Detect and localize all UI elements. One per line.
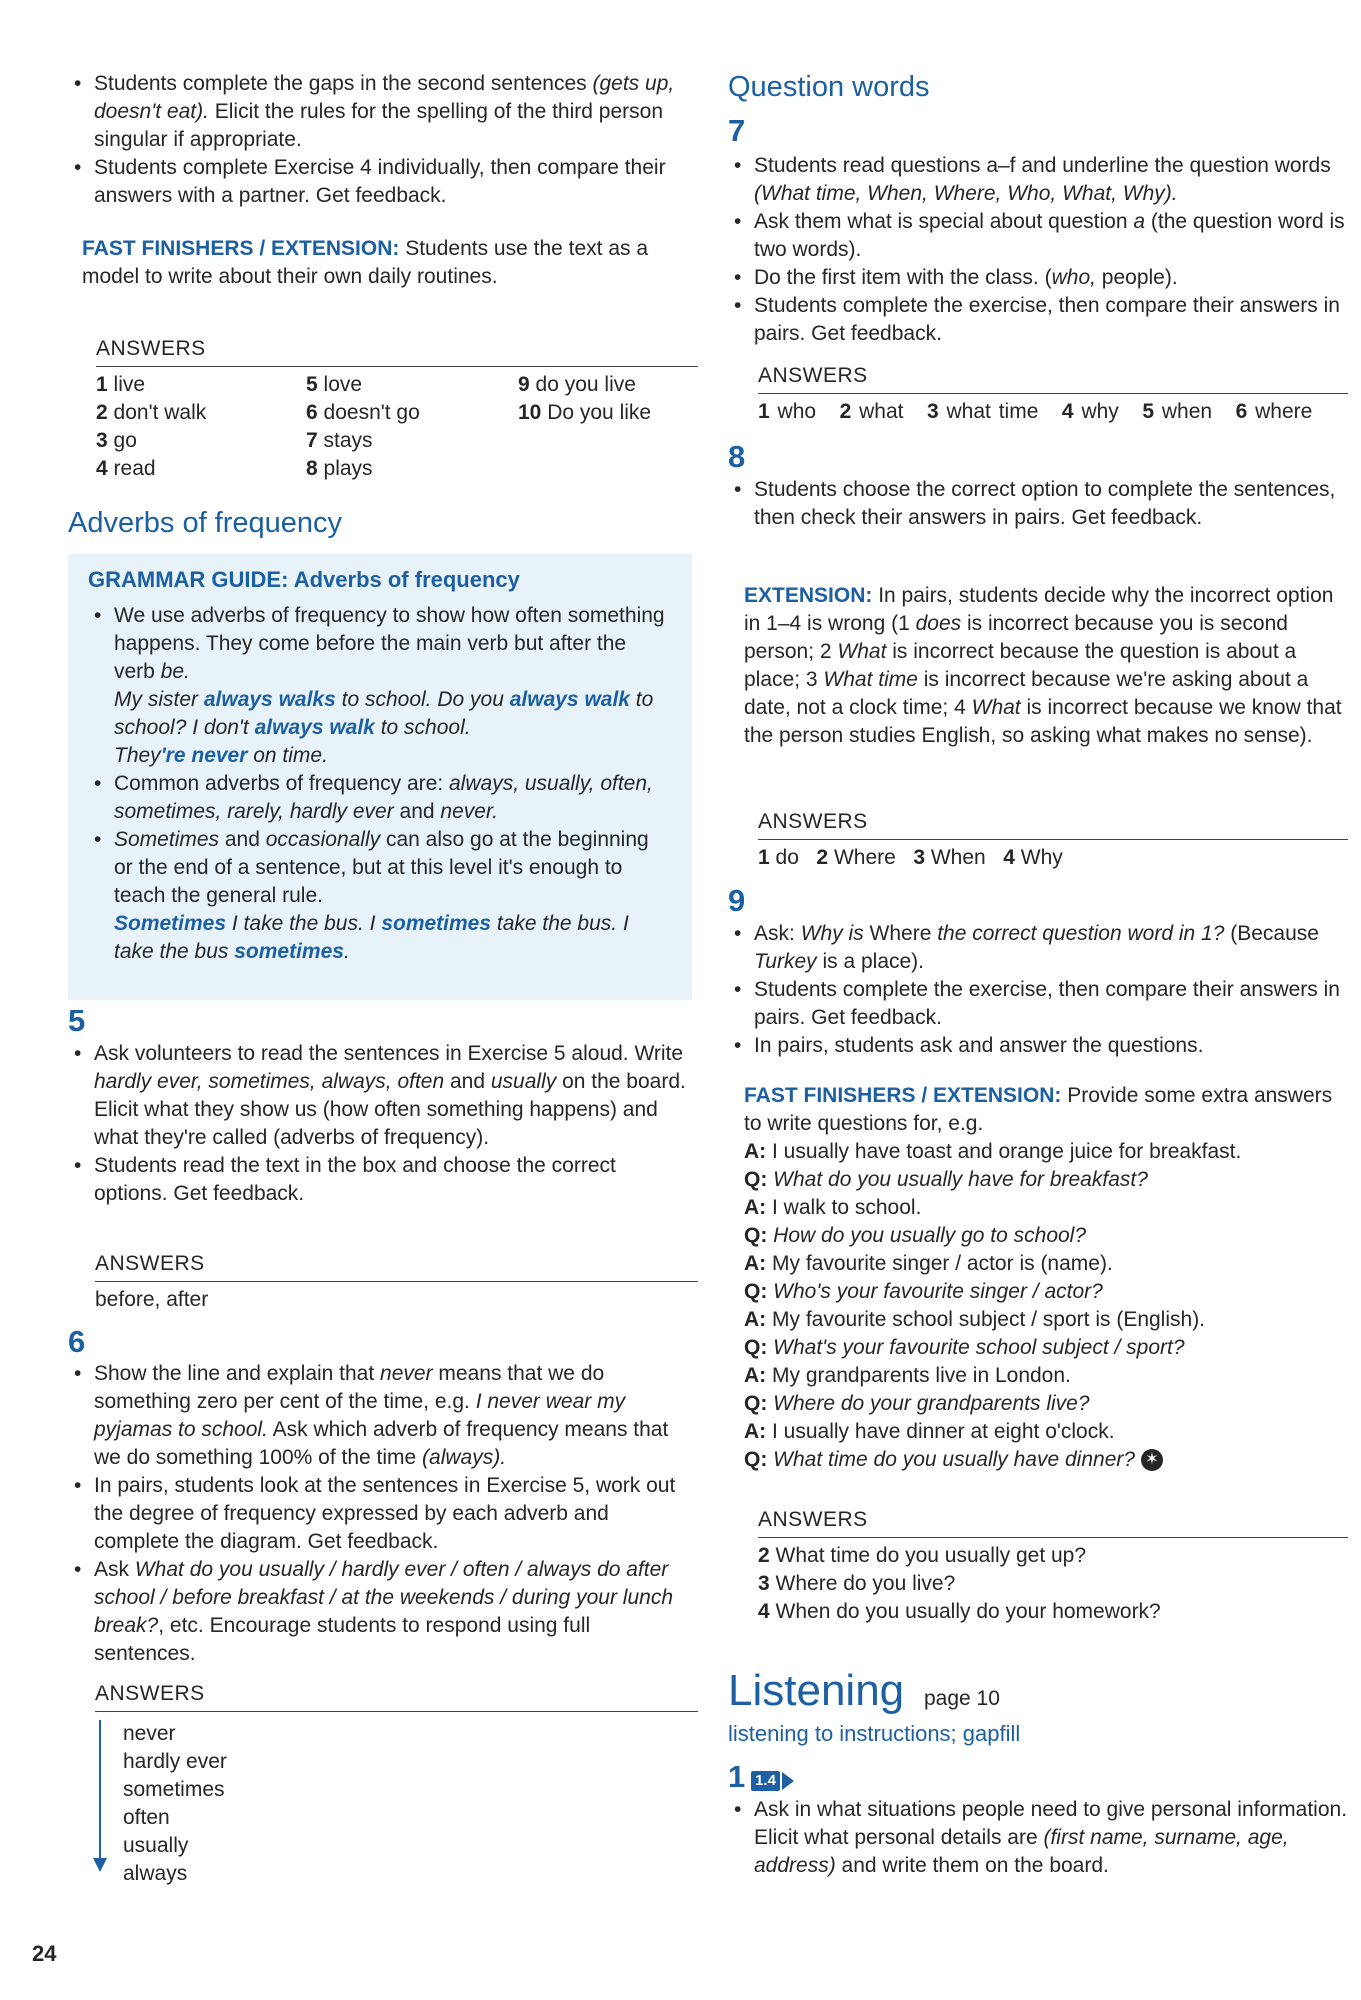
answer-line: 4 When do you usually do your homework?: [758, 1600, 1161, 1623]
answers-exercise-5: [95, 1250, 698, 1314]
exercise-number-5: 5: [68, 1003, 86, 1038]
list-item: • Students complete the exercise, then compare their answers in pairs. Get feedback.: [728, 292, 1348, 348]
section-title-question-words: Question words: [728, 71, 930, 103]
qa-line: A: My grandparents live in London.: [744, 1364, 1071, 1387]
answer-text: before, after: [95, 1288, 209, 1311]
answers-exercise-7: [758, 362, 1348, 426]
exercise-number-6: 6: [68, 1324, 86, 1359]
star-icon: ✶: [1141, 1449, 1163, 1471]
listening-exercise-1-notes: [728, 1796, 1348, 1880]
list-item: • Show the line and explain that never means that we do something zero per cent of the time, e.g. I never wear my pyjamas to school. Ask which adverb of frequency means that we do something 100% of the time (always).: [68, 1360, 692, 1472]
exercise-number-1: 1: [728, 1759, 746, 1794]
qa-line: A: I walk to school.: [744, 1196, 922, 1219]
qa-line: Q: What time do you usually have dinner? ✶: [744, 1446, 1348, 1474]
list-item: • Ask volunteers to read the sentences in Exercise 5 aloud. Write hardly ever, sometimes, always, often and usually on the board. Elicit what they show us (how often something happens) and what they're called (adverbs of frequency).: [68, 1040, 692, 1152]
section-title-adverbs: Adverbs of frequency: [68, 507, 343, 539]
list-item: • Sometimes and occasionally can also go at the beginning or the end of a sentence, but at this level it's enough to teach the general rule. Sometimes I take the bus. I sometimes take the bus. I take the bus sometimes.: [88, 826, 672, 966]
extension-note: EXTENSION: In pairs, students decide why the incorrect option in 1–4 is wrong (1 does is incorrect because you is second person; 2 What is incorrect because the question is about a place; 3 What time is incorrect because we're asking about a date, not a clock time; 4 What is incorrect because we know that the person studies English, so asking what makes no sense).: [744, 584, 1342, 747]
list-item: • Students complete the exercise, then compare their answers in pairs. Get feedback.: [728, 976, 1348, 1032]
exercise-number-8: 8: [728, 439, 746, 474]
exercise-8-notes: [728, 476, 1348, 532]
exercise-5-notes: [68, 1040, 692, 1208]
qa-line: Q: How do you usually go to school?: [744, 1224, 1087, 1247]
list-item: • We use adverbs of frequency to show how often something happens. They come before the main verb but after the verb be. My sister always walks to school. Do you always walk to school? I don't always walk to school. They're never on time.: [88, 602, 672, 770]
listening-exercise-1-header: [728, 1760, 1348, 1795]
page-number: 24: [32, 1941, 57, 1966]
list-item: • Students choose the correct option to complete the sentences, then check their answers in pairs. Get feedback.: [728, 476, 1348, 532]
qa-line: Q: What do you usually have for breakfast?: [744, 1168, 1148, 1191]
exercise-6-notes: [68, 1360, 692, 1668]
list-item: • Students read questions a–f and underline the question words (What time, When, Where, Who, What, Why).: [728, 152, 1348, 208]
exercise-9-notes: [728, 920, 1348, 1060]
exercise-7-notes: [728, 152, 1348, 348]
exercise-number-7: 7: [728, 113, 746, 148]
listening-subtitle: listening to instructions; gapfill: [728, 1721, 1021, 1746]
listening-heading: [728, 1666, 1348, 1716]
answers-heading: ANSWERS: [95, 1680, 698, 1712]
answer-line: 2 What time do you usually get up?: [758, 1544, 1087, 1567]
answers-heading: ANSWERS: [758, 362, 1348, 394]
list-item: • Students read the text in the box and choose the correct options. Get feedback.: [68, 1152, 692, 1208]
answers-exercise-6: [95, 1680, 698, 1888]
scale-item: hardly ever: [123, 1750, 227, 1773]
qa-line: A: I usually have dinner at eight o'clock.: [744, 1420, 1115, 1443]
list-item: • In pairs, students ask and answer the questions.: [728, 1032, 1348, 1060]
answers-exercise-9: [758, 1506, 1348, 1626]
qa-line: A: My favourite school subject / sport is (English).: [744, 1308, 1206, 1331]
answers-row: 1 do 2 Where 3 When 4 Why: [758, 846, 1063, 869]
exercise-number-9: 9: [728, 883, 746, 918]
scale-item: usually: [123, 1834, 189, 1857]
arrow-down-icon: [93, 1858, 107, 1872]
listening-title: Listening: [728, 1666, 905, 1715]
list-item: • Students complete the gaps in the second sentences (gets up, doesn't eat). Elicit the rules for the spelling of the third person singular if appropriate.: [68, 70, 692, 154]
answers-col-1: 1 live 2 don't walk 3 go 4 read: [96, 373, 207, 480]
qa-line: Q: What's your favourite school subject / sport?: [744, 1336, 1185, 1359]
frequency-scale: [95, 1720, 698, 1888]
answers-heading: ANSWERS: [758, 808, 1348, 840]
list-item: • Ask: Why is Where the correct question word in 1? (Because Turkey is a place).: [728, 920, 1348, 976]
answers-heading: ANSWERS: [95, 1250, 698, 1282]
play-icon[interactable]: [782, 1772, 794, 1790]
qa-line: A: My favourite singer / actor is (name).: [744, 1252, 1113, 1275]
qa-line: A: I usually have toast and orange juice for breakfast.: [744, 1140, 1242, 1163]
scale-item: always: [123, 1862, 188, 1885]
scale-item: sometimes: [123, 1778, 225, 1801]
grammar-guide-box: [68, 554, 692, 1000]
answers-exercise-4: [96, 335, 698, 483]
scale-arrow-line: [99, 1720, 101, 1866]
scale-item: never: [123, 1722, 176, 1745]
answers-exercise-8: [758, 808, 1348, 872]
audio-track-badge[interactable]: 1.4: [751, 1771, 780, 1791]
fast-finishers-qa: FAST FINISHERS / EXTENSION: Provide some extra answers to write questions for, e.g. A: I usually have toast and orange juice for breakfast. Q: What do you usually have for breakfast? A: I walk to school. Q: How do you usually go to school? A: My favourite singer / actor is (name). Q: Who's your favourite singer / actor? A: My favourite school subject / sport is (English). Q: What's your favourite school subject / sport? A: My grandparents live in London. Q: Where do your grandparents live? A: I usually have dinner at eight o'clock. Q: What time do you usually have dinner? ✶: [744, 1082, 1348, 1474]
list-item: • Common adverbs of frequency are: always, usually, often, sometimes, rarely, hardly ever and never.: [88, 770, 672, 826]
answers-row: 1 who 2 what 3 what time 4 why 5 when 6 where: [758, 400, 1313, 423]
answers-heading: ANSWERS: [96, 335, 698, 367]
qa-line: Q: Who's your favourite singer / actor?: [744, 1280, 1103, 1303]
scale-item: often: [123, 1806, 170, 1829]
list-item: • Students complete Exercise 4 individually, then compare their answers with a partner. Get feedback.: [68, 154, 692, 210]
list-item: • In pairs, students look at the sentences in Exercise 5, work out the degree of frequency expressed by each adverb and complete the diagram. Get feedback.: [68, 1472, 692, 1556]
list-item: • Ask What do you usually / hardly ever / often / always do after school / before breakfast / at the weekends / during your lunch break?, etc. Encourage students to respond using full sentences.: [68, 1556, 692, 1668]
intro-bullets: [68, 70, 692, 210]
answers-col-3: 9 do you live 10 Do you like: [518, 373, 652, 424]
list-item: • Ask them what is special about question a (the question word is two words).: [728, 208, 1348, 264]
list-item: • Ask in what situations people need to give personal information. Elicit what personal details are (first name, surname, age, address) and write them on the board.: [728, 1796, 1348, 1880]
grammar-guide-title: GRAMMAR GUIDE: Adverbs of frequency: [88, 567, 520, 592]
fast-finishers-note: FAST FINISHERS / EXTENSION: Students use the text as a model to write about their own daily routines.: [82, 237, 649, 288]
list-item: • Do the first item with the class. (who, people).: [728, 264, 1348, 292]
answer-line: 3 Where do you live?: [758, 1572, 956, 1595]
answers-heading: ANSWERS: [758, 1506, 1348, 1538]
answers-col-2: 5 love 6 doesn't go 7 stays 8 plays: [306, 373, 420, 480]
listening-page-ref: page 10: [923, 1687, 1000, 1710]
qa-line: Q: Where do your grandparents live?: [744, 1392, 1090, 1415]
